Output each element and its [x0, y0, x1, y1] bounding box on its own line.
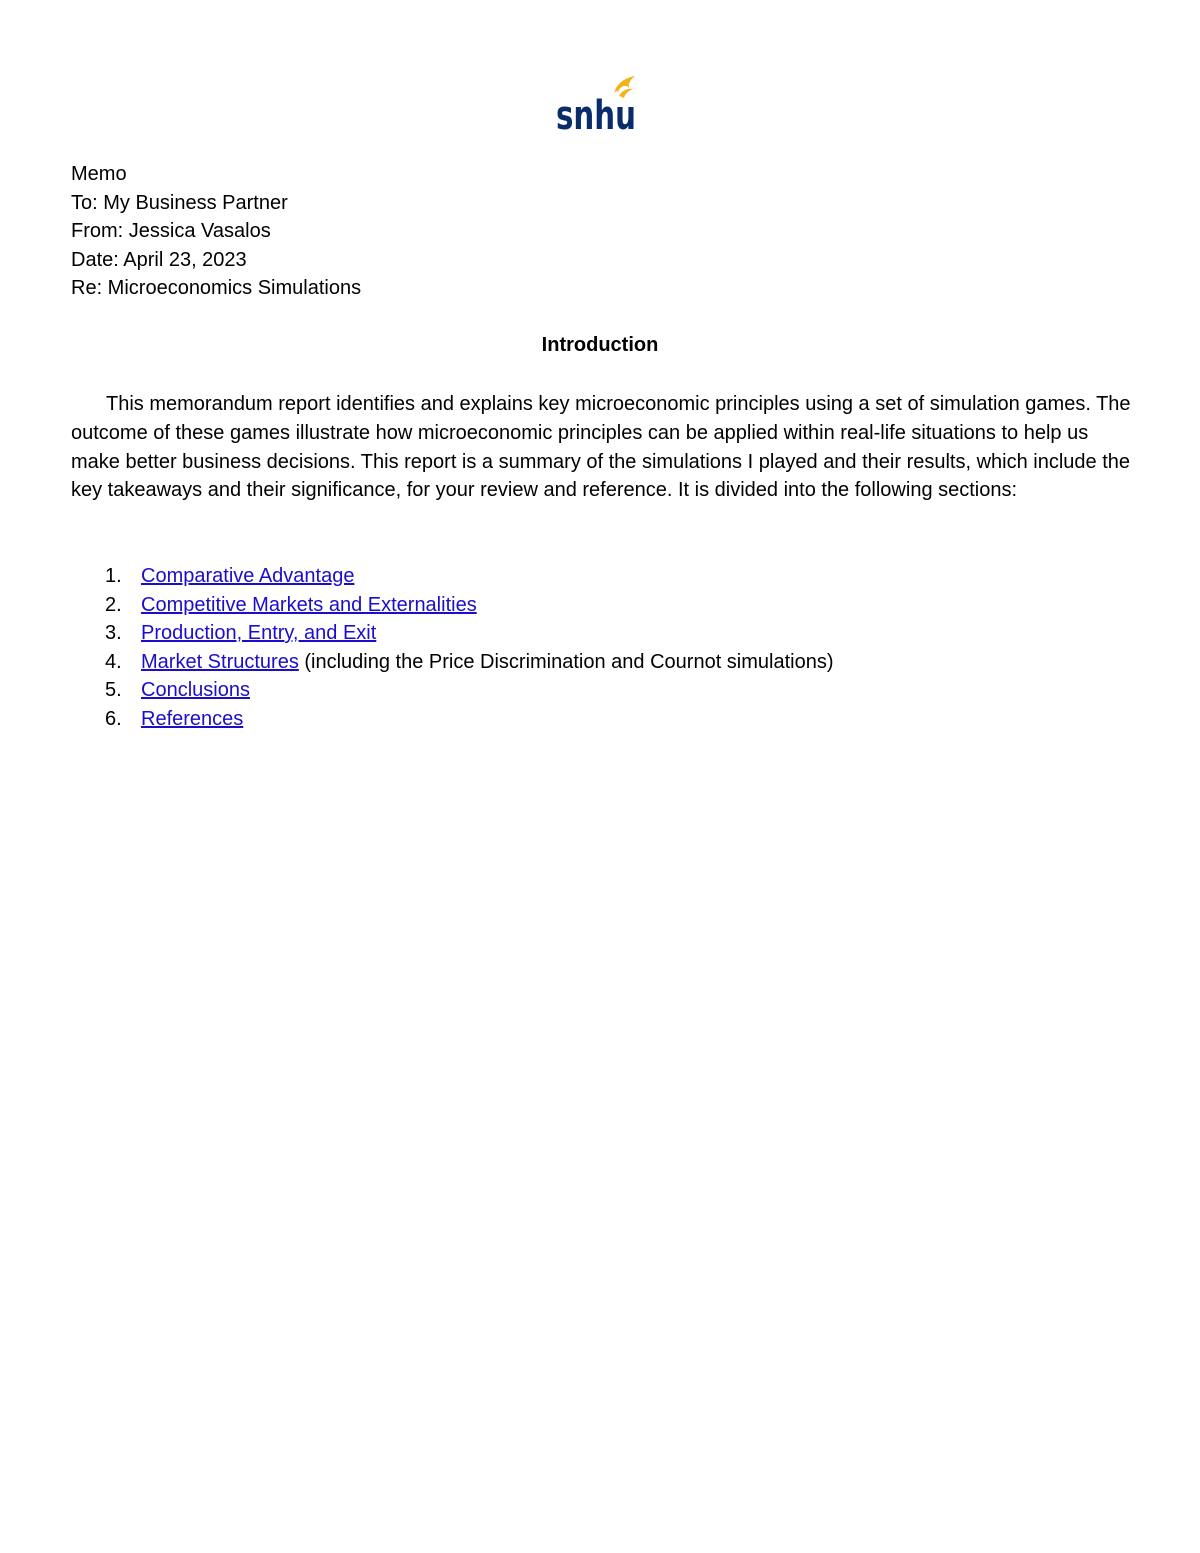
toc-item-suffix: (including the Price Discrimination and Cournot simulations) — [298, 650, 834, 673]
toc-link-references[interactable]: References — [141, 707, 244, 730]
toc-item — [71, 676, 834, 705]
toc-item — [71, 705, 834, 734]
memo-from: From: Jessica Vasalos — [71, 220, 271, 243]
toc-item — [71, 648, 834, 677]
toc-item-number: 4. — [105, 650, 122, 673]
toc-item — [71, 562, 834, 591]
intro-paragraph: This memorandum report identifies and explains key microeconomic principles using a set of simulation games. The outcome of these games illustrate how microeconomic principles can be applied within real-life situations to help us make better business decisions. This report is a summary of the simulations I played and their results, which include the key takeaways and their significance, for your review and reference. It is divided into the following sections: — [71, 393, 1131, 502]
toc-item-number: 3. — [105, 622, 122, 645]
toc-link-production-entry-exit[interactable]: Production, Entry, and Exit — [141, 622, 377, 645]
toc-item — [71, 591, 834, 620]
toc-item-number: 1. — [105, 565, 122, 587]
memo-to: To: My Business Partner — [71, 191, 288, 214]
snhu-logo — [556, 74, 638, 139]
svg-text:snhu: snhu — [556, 93, 636, 139]
toc-item — [71, 619, 834, 648]
memo-date: Date: April 23, 2023 — [71, 248, 247, 271]
toc-link-conclusions[interactable]: Conclusions — [141, 679, 250, 702]
snhu-logo-graphic — [556, 74, 638, 139]
memo-label: Memo — [71, 163, 127, 185]
toc-link-comparative-advantage[interactable]: Comparative Advantage — [141, 565, 355, 587]
toc-link-competitive-markets[interactable]: Competitive Markets and Externalities — [141, 593, 477, 616]
toc-item-number: 5. — [105, 679, 122, 702]
toc-item-number: 6. — [105, 707, 122, 730]
section-heading-introduction: Introduction — [541, 334, 659, 356]
memo-subject: Re: Microeconomics Simulations — [71, 277, 362, 300]
toc-item-number: 2. — [105, 593, 122, 616]
table-of-contents — [71, 562, 834, 734]
memo-header — [71, 160, 361, 303]
toc-link-market-structures[interactable]: Market Structures — [141, 650, 299, 673]
